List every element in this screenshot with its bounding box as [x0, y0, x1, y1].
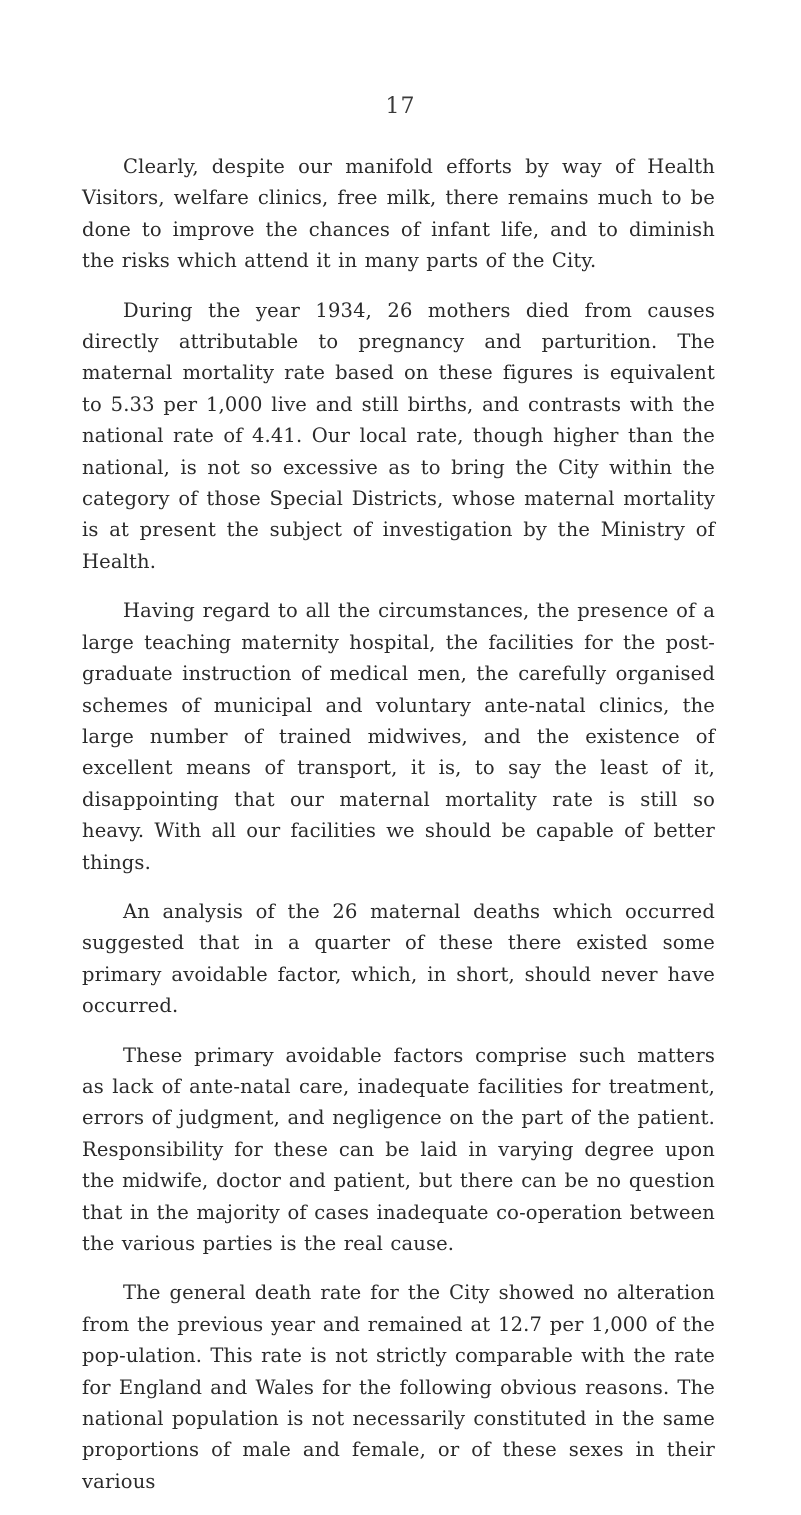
paragraph-general-death-rate: The general death rate for the City showed no alteration from the previous year and remained at 12.7 per 1,000 of the pop-ulation. This rate is not strictly comparable with the rate for England and Wales for the following obvious reasons. The national population is not necessarily constituted in the same proportions of male and female, or of these sexes in their various [82, 1281, 715, 1493]
paragraph-analysis: An analysis of the 26 maternal deaths which occurred suggested that in a quarter of these there existed some primary avoidable factor, which, in short, should never have occurred. [82, 899, 715, 1018]
paragraph-infant-life: Clearly, despite our manifold efforts by way of Health Visitors, welfare clinics, free milk, there remains much to be done to improve the chances of infant life, and to diminish the risks which attend it in many parts of the City. [82, 155, 715, 273]
paragraph-avoidable-factors: These primary avoidable factors comprise such matters as lack of ante-natal care, inadequate facilities for treatment, errors of judgment, and negligence on the part of the patient. Responsibility for these can be laid in varying degree upon the midwife, doctor and patient, but there can be no question that in the majority of cases inadequate co-operation between the various parties is the real cause. [82, 1043, 715, 1255]
body-text [82, 151, 715, 1515]
paragraph-circumstances: Having regard to all the circumstances, the presence of a large teaching maternity hospital, the facilities for the post-graduate instruction of medical men, the carefully organised schemes of municipal and voluntary ante-natal clinics, the large number of trained midwives, and the existence of excellent means of transport, it is, to say the least of it, disappointing that our maternal mortality rate is still so heavy. With all our facilities we should be capable of better things. [82, 599, 715, 874]
page-number: 17 [385, 94, 416, 119]
paragraph-maternal-mortality: During the year 1934, 26 mothers died from causes directly attributable to pregnancy and parturition. The maternal mortality rate based on these figures is equivalent to 5.33 per 1,000 live and still births, and contrasts with the national rate of 4.41. Our local rate, though higher than the national, is not so excessive as to bring the City within the category of those Special Districts, whose maternal mortality is at present the subject of investigation by the Ministry of Health. [82, 298, 715, 573]
